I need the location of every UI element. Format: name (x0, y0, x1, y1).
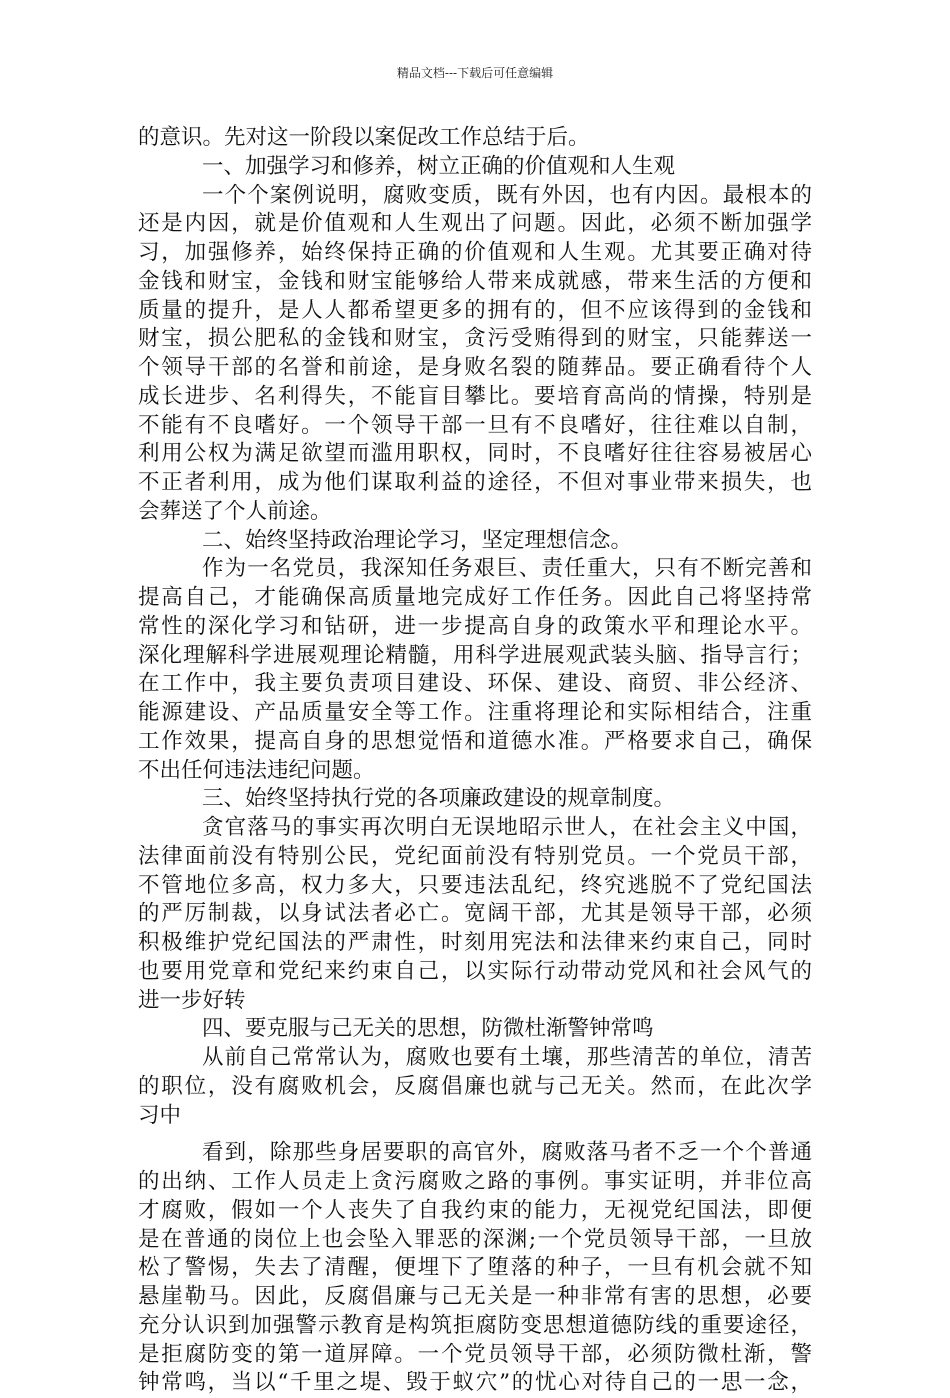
text-line: 工作效果，提高自身的思想觉悟和道德水准。严格要求自己，确保 (138, 728, 812, 754)
text-line: 作为一名党员，我深知任务艰巨、责任重大，只有不断完善和 (202, 556, 812, 582)
text-line: 会葬送了个人前途。 (138, 498, 332, 524)
text-line: 在工作中，我主要负责项目建设、环保、建设、商贸、非公经济、 (138, 671, 812, 697)
text-line: 积极维护党纪国法的严肃性，时刻用宪法和法律来约束自己，同时 (138, 930, 812, 955)
text-line: 的职位，没有腐败机会，反腐倡廉也就与己无关。然而，在此次学 (138, 1073, 812, 1099)
text-line: 的严厉制裁，以身试法者必亡。宽阔干部，尤其是领导干部，必须 (138, 901, 812, 927)
text-line: 财宝，损公肥私的金钱和财宝，贪污受贿得到的财宝，只能葬送一 (138, 326, 812, 352)
text-line: 深化理解科学进展观理论精髓，用科学进展观武装头脑、指导言行； (138, 642, 812, 668)
text-line: 能源建设、产品质量安全等工作。注重将理论和实际相结合，注重 (138, 700, 812, 725)
text-line: 个领导干部的名誉和前途，是身败名裂的随葬品。要正确看待个人 (138, 355, 812, 380)
text-line: 也要用党章和党纪来约束自己，以实际行动带动党风和社会风气的 (138, 958, 812, 984)
text-line: 钟常鸣，当以“千里之堤、毁于蚁穴”的忧心对待自己的一思一念， (138, 1370, 812, 1396)
text-line: 成长进步、名利得失，不能盲目攀比。要培育高尚的情操，特别是 (138, 383, 812, 409)
text-line: 三、始终坚持执行党的各项廉政建设的规章制度。 (202, 786, 676, 812)
text-line: 从前自己常常认为，腐败也要有土壤，那些清苦的单位，清苦 (202, 1045, 812, 1070)
text-line: 充分认识到加强警示教育是构筑拒腐防变思想道德防线的重要途径， (138, 1312, 812, 1338)
text-line: 是在普通的岗位上也会坠入罪恶的深渊;一个党员领导干部，一旦放 (138, 1226, 812, 1252)
text-line: 不能有不良嗜好。一个领导干部一旦有不良嗜好，往往难以自制， (138, 412, 812, 438)
text-line: 还是内因，就是价值观和人生观出了问题。因此，必须不断加强学 (138, 211, 812, 237)
text-line: 习中 (138, 1102, 182, 1128)
text-line: 一、加强学习和修养，树立正确的价值观和人生观 (202, 153, 676, 179)
text-line: 看到，除那些身居要职的高官外，腐败落马者不乏一个个普通 (202, 1140, 812, 1166)
text-line: 不管地位多高，权力多大，只要违法乱纪，终究逃脱不了党纪国法 (138, 872, 812, 898)
text-line: 利用公权为满足欲望而滥用职权，同时，不良嗜好往往容易被居心 (138, 441, 812, 467)
text-line: 的意识。先对这一阶段以案促改工作总结于后。 (138, 125, 590, 150)
text-line: 常性的深化学习和钻研，进一步提高自身的政策水平和理论水平。 (138, 613, 812, 639)
text-line: 金钱和财宝，金钱和财宝能够给人带来成就感，带来生活的方便和 (138, 268, 812, 294)
text-line: 提高自己，才能确保高质量地完成好工作任务。因此自己将坚持常 (138, 585, 812, 610)
text-line: 贪官落马的事实再次明白无误地昭示世人，在社会主义中国， (202, 815, 812, 840)
page-header: 精品文档---下载后可任意编辑 (396, 66, 554, 80)
text-line: 才腐败，假如一个人丧失了自我约束的能力，无视党纪国法，即便 (138, 1197, 812, 1223)
text-line: 的出纳、工作人员走上贪污腐败之路的事例。事实证明，并非位高 (138, 1169, 812, 1194)
text-line: 进一步好转 (138, 987, 246, 1013)
text-line: 习，加强修养，始终保持正确的价值观和人生观。尤其要正确对待 (138, 240, 812, 265)
document-body (138, 124, 812, 1398)
text-line: 一个个案例说明，腐败变质，既有外因，也有内因。最根本的 (202, 182, 812, 208)
text-line: 不正者利用，成为他们谋取利益的途径，不但对事业带来损失，也 (138, 470, 812, 495)
text-line: 松了警惕，失去了清醒，便埋下了堕落的种子，一旦有机会就不知 (138, 1255, 812, 1281)
text-line: 是拒腐防变的第一道屏障。一个党员领导干部，必须防微杜渐，警 (138, 1341, 812, 1367)
text-line: 质量的提升，是人人都希望更多的拥有的，但不应该得到的金钱和 (138, 297, 812, 323)
text-line: 四、要克服与己无关的思想，防微杜渐警钟常鸣 (202, 1016, 654, 1042)
text-line: 二、始终坚持政治理论学习，坚定理想信念。 (202, 527, 633, 553)
text-line: 不出任何违法违纪问题。 (138, 757, 375, 783)
text-line: 悬崖勒马。因此，反腐倡廉与己无关是一种非常有害的思想，必要 (138, 1284, 812, 1309)
text-line: 法律面前没有特别公民，党纪面前没有特别党员。一个党员干部， (138, 843, 812, 869)
